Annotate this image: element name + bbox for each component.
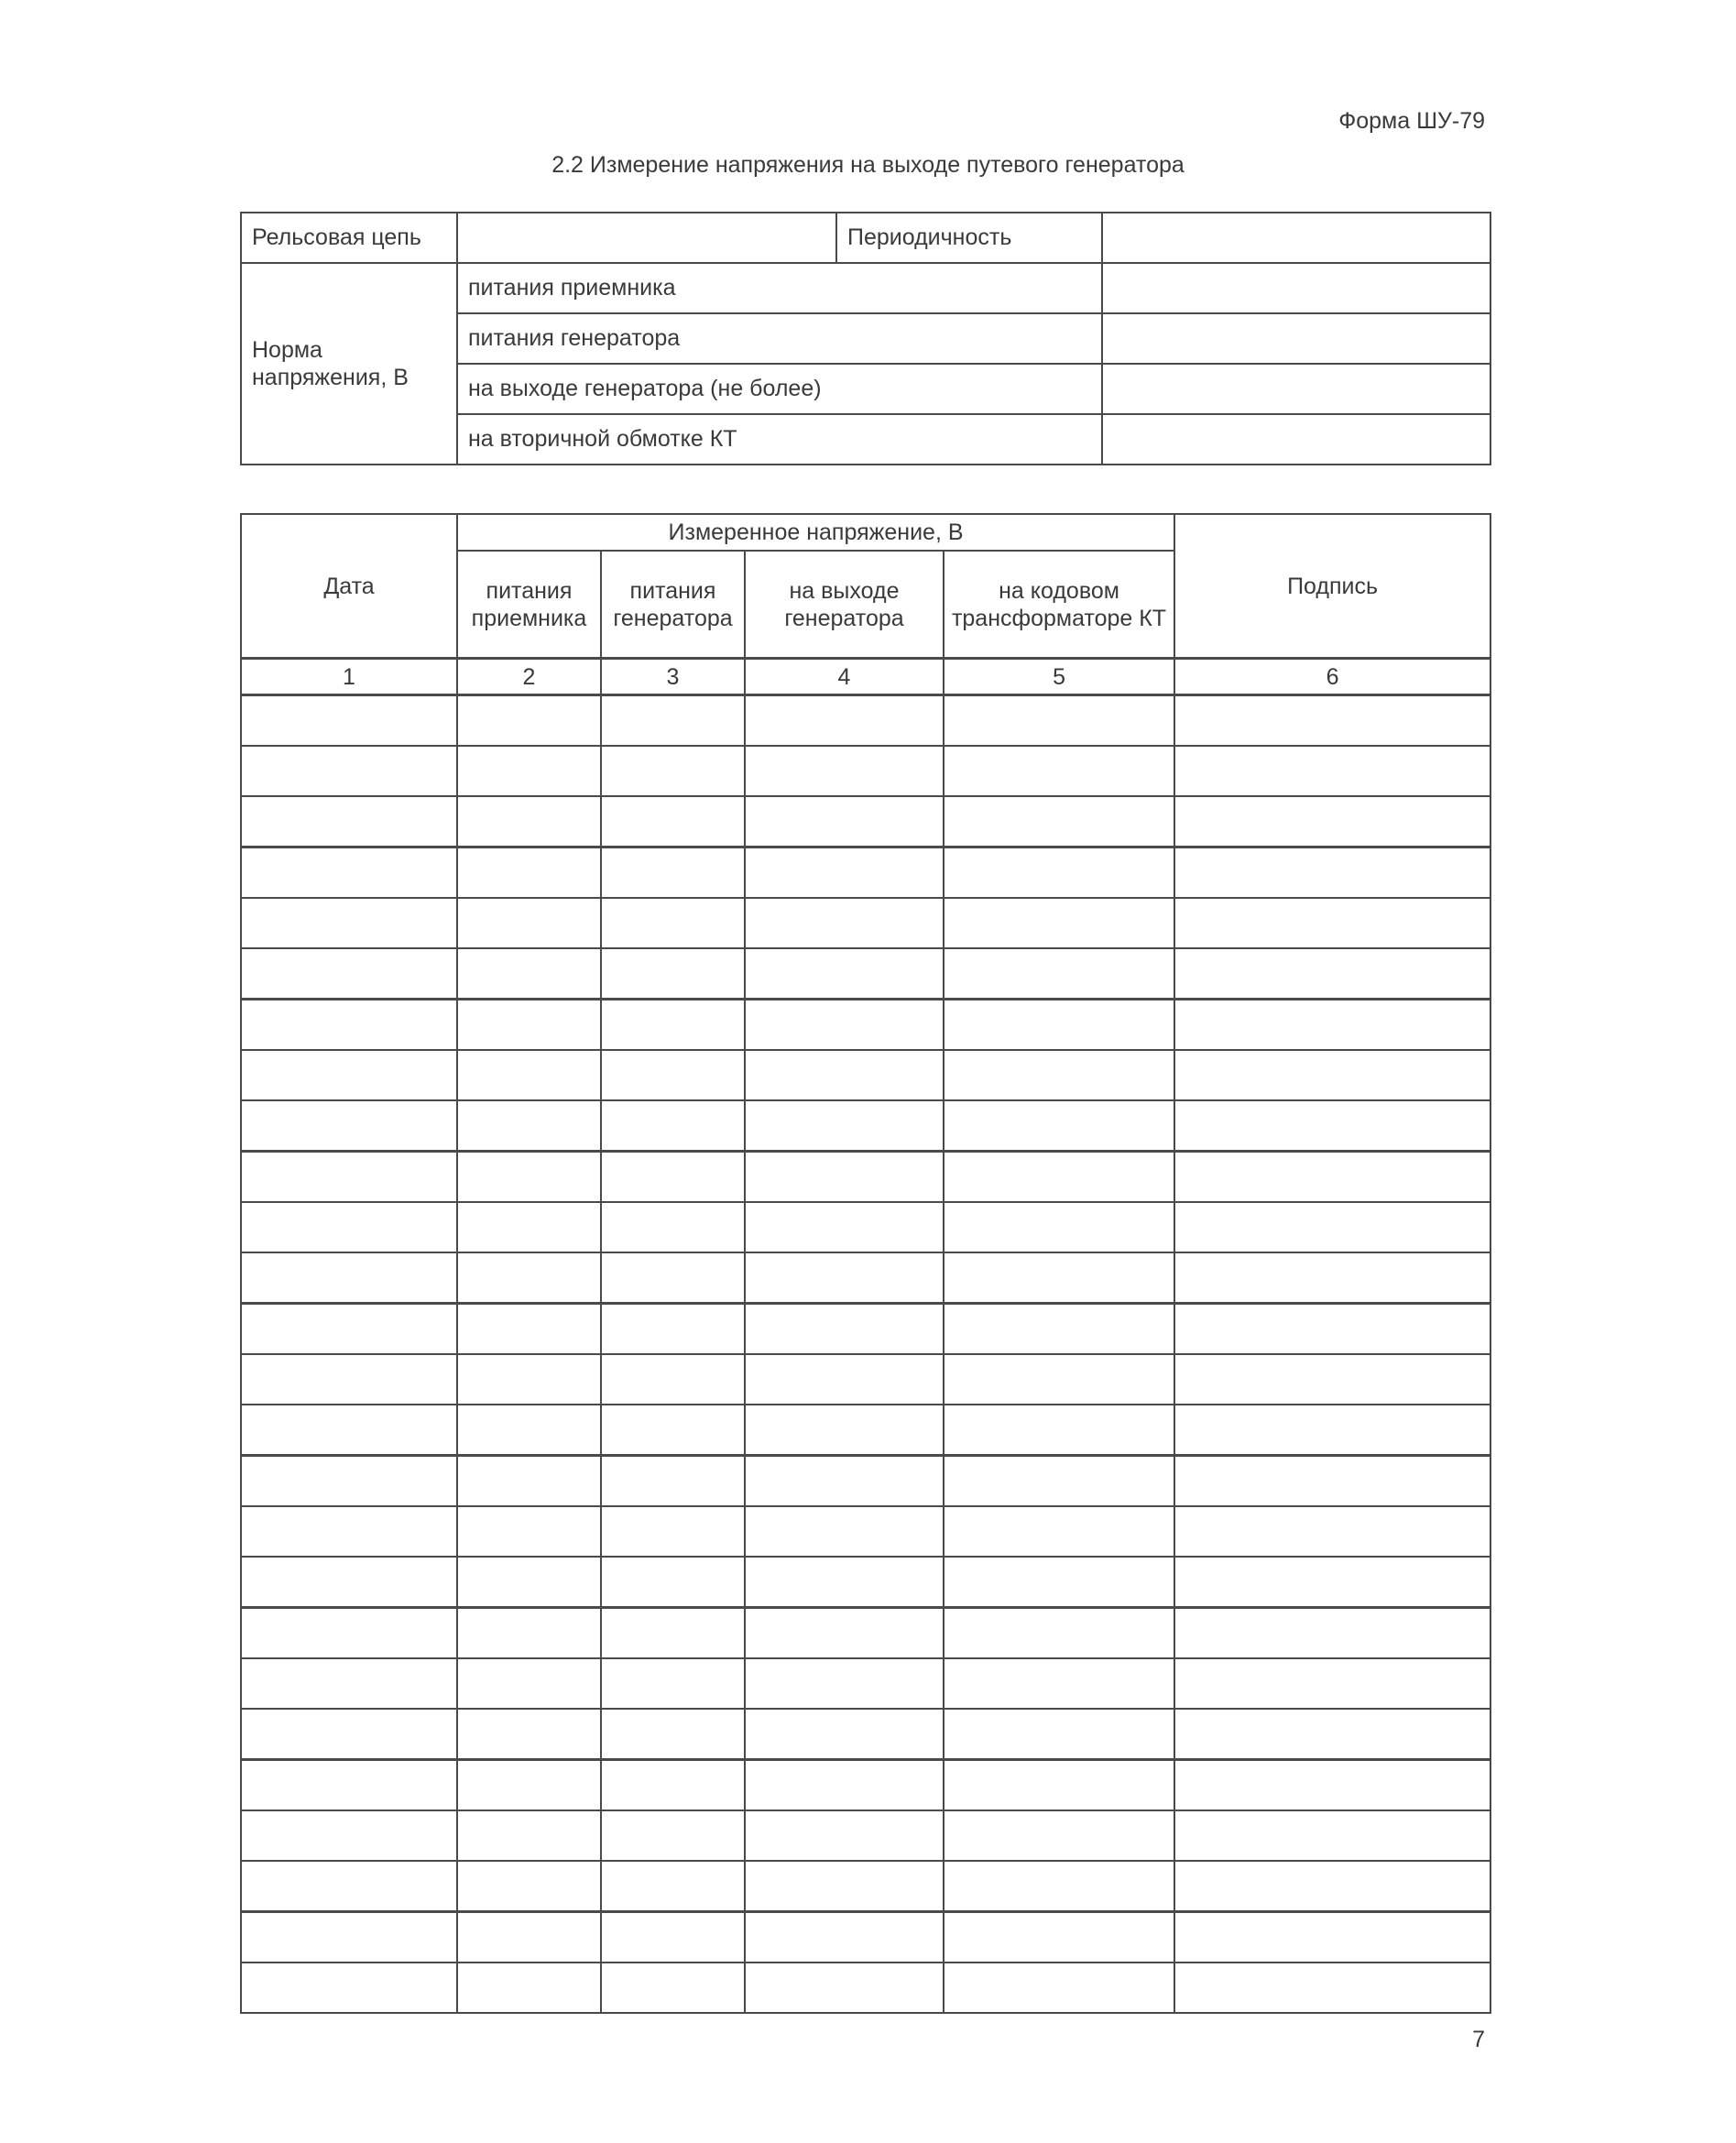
table-cell[interactable] [457, 1608, 601, 1659]
page-number: 7 [1472, 2027, 1485, 2052]
table-cell[interactable] [745, 1963, 944, 2013]
table-row [241, 746, 1490, 796]
table-cell[interactable] [457, 847, 601, 899]
table-row [241, 1760, 1490, 1811]
table-cell[interactable] [1174, 1557, 1490, 1608]
table-row [241, 1152, 1490, 1203]
table-row [241, 796, 1490, 847]
table-cell[interactable] [745, 1202, 944, 1252]
table-cell[interactable] [601, 695, 745, 747]
table-row [241, 948, 1490, 1000]
table-row [241, 1861, 1490, 1912]
col-number: 1 [241, 659, 457, 695]
table-cell[interactable] [457, 1912, 601, 1963]
col-number: 4 [745, 659, 944, 695]
table-cell[interactable] [241, 1252, 457, 1304]
table-row [241, 1354, 1490, 1405]
table-cell[interactable] [745, 746, 944, 796]
table-row [241, 1202, 1490, 1252]
table-cell[interactable] [1174, 1202, 1490, 1252]
table-cell[interactable] [241, 1456, 457, 1507]
norm-generator-field[interactable] [1102, 313, 1490, 364]
log-table [240, 513, 1491, 2014]
table-cell[interactable] [457, 1760, 601, 1811]
table-row [241, 1405, 1490, 1456]
col-transformer: на кодовом трансформаторе КТ [944, 551, 1174, 659]
table-cell[interactable] [944, 1202, 1174, 1252]
table-row [241, 847, 1490, 899]
table-cell[interactable] [457, 1304, 601, 1355]
norm-output-label: на выходе генератора (не более) [457, 364, 1102, 414]
table-cell[interactable] [745, 847, 944, 899]
table-cell[interactable] [241, 1000, 457, 1051]
table-cell[interactable] [1174, 1760, 1490, 1811]
norm-secondary-field[interactable] [1102, 414, 1490, 465]
table-cell[interactable] [601, 746, 745, 796]
table-cell[interactable] [457, 1050, 601, 1100]
table-cell[interactable] [601, 796, 745, 847]
table-cell[interactable] [601, 1252, 745, 1304]
table-cell[interactable] [457, 1202, 601, 1252]
table-cell[interactable] [601, 1506, 745, 1557]
table-cell[interactable] [457, 1658, 601, 1709]
table-cell[interactable] [745, 1557, 944, 1608]
table-cell[interactable] [241, 1912, 457, 1963]
table-cell[interactable] [745, 1100, 944, 1152]
col-number: 5 [944, 659, 1174, 695]
page-title: 2.2 Измерение напряжения на выходе путевого генератора [551, 152, 1185, 178]
table-cell[interactable] [944, 948, 1174, 1000]
table-cell[interactable] [241, 1658, 457, 1709]
col-output: на выходе генератора [745, 551, 944, 659]
table-cell[interactable] [944, 847, 1174, 899]
table-cell[interactable] [241, 1050, 457, 1100]
table-cell[interactable] [601, 1912, 745, 1963]
table-cell[interactable] [944, 1252, 1174, 1304]
table-row [241, 898, 1490, 948]
table-cell[interactable] [745, 695, 944, 747]
table-row [241, 1963, 1490, 2013]
table-cell[interactable] [745, 1810, 944, 1861]
table-cell[interactable] [241, 1506, 457, 1557]
log-body [241, 695, 1490, 2014]
table-cell[interactable] [241, 948, 457, 1000]
table-cell[interactable] [1174, 796, 1490, 847]
table-cell[interactable] [745, 1861, 944, 1912]
table-row [241, 1912, 1490, 1963]
table-cell[interactable] [944, 1658, 1174, 1709]
table-cell[interactable] [1174, 1810, 1490, 1861]
table-cell[interactable] [241, 847, 457, 899]
table-cell[interactable] [944, 746, 1174, 796]
table-cell[interactable] [601, 1608, 745, 1659]
table-row [241, 1608, 1490, 1659]
table-cell[interactable] [1174, 1100, 1490, 1152]
table-cell[interactable] [601, 1963, 745, 2013]
table-cell[interactable] [457, 695, 601, 747]
table-cell[interactable] [241, 1608, 457, 1659]
table-cell[interactable] [1174, 1252, 1490, 1304]
table-cell[interactable] [944, 1861, 1174, 1912]
table-cell[interactable] [241, 1557, 457, 1608]
table-cell[interactable] [241, 1709, 457, 1760]
table-cell[interactable] [944, 695, 1174, 747]
table-cell[interactable] [944, 1557, 1174, 1608]
table-cell[interactable] [601, 948, 745, 1000]
table-cell[interactable] [1174, 1152, 1490, 1203]
table-cell[interactable] [1174, 1912, 1490, 1963]
table-cell[interactable] [457, 898, 601, 948]
table-cell[interactable] [745, 1050, 944, 1100]
table-cell[interactable] [745, 1608, 944, 1659]
table-cell[interactable] [457, 1861, 601, 1912]
table-cell[interactable] [1174, 898, 1490, 948]
table-cell[interactable] [457, 1709, 601, 1760]
table-cell[interactable] [745, 796, 944, 847]
table-cell[interactable] [745, 1152, 944, 1203]
periodicity-label: Периодичность [836, 213, 1102, 263]
table-cell[interactable] [745, 1760, 944, 1811]
table-cell[interactable] [944, 1810, 1174, 1861]
col-group-measured: Измеренное напряжение, В [457, 514, 1174, 551]
table-cell[interactable] [745, 1456, 944, 1507]
table-cell[interactable] [601, 898, 745, 948]
table-cell[interactable] [457, 746, 601, 796]
col-number: 3 [601, 659, 745, 695]
table-cell[interactable] [457, 1405, 601, 1456]
table-cell[interactable] [601, 1760, 745, 1811]
table-cell[interactable] [457, 1506, 601, 1557]
table-row [241, 1658, 1490, 1709]
form-code: Форма ШУ-79 [1338, 108, 1485, 134]
table-cell[interactable] [944, 796, 1174, 847]
table-cell[interactable] [601, 1304, 745, 1355]
table-cell[interactable] [457, 1252, 601, 1304]
table-cell[interactable] [944, 1354, 1174, 1405]
table-cell[interactable] [601, 1100, 745, 1152]
table-cell[interactable] [601, 1810, 745, 1861]
col-number: 2 [457, 659, 601, 695]
table-cell[interactable] [601, 1354, 745, 1405]
col-signature: Подпись [1174, 514, 1490, 659]
table-cell[interactable] [601, 1000, 745, 1051]
table-cell[interactable] [944, 1152, 1174, 1203]
table-cell[interactable] [745, 1506, 944, 1557]
table-cell[interactable] [241, 1760, 457, 1811]
table-cell[interactable] [457, 1152, 601, 1203]
table-cell[interactable] [241, 1405, 457, 1456]
table-cell[interactable] [745, 1658, 944, 1709]
table-cell[interactable] [1174, 1506, 1490, 1557]
table-cell[interactable] [944, 1912, 1174, 1963]
col-number: 6 [1174, 659, 1490, 695]
table-cell[interactable] [944, 1050, 1174, 1100]
table-cell[interactable] [944, 898, 1174, 948]
table-cell[interactable] [457, 1963, 601, 2013]
col-receiver: питания приемника [457, 551, 601, 659]
table-cell[interactable] [1174, 1304, 1490, 1355]
table-cell[interactable] [944, 1456, 1174, 1507]
table-cell[interactable] [1174, 695, 1490, 747]
table-cell[interactable] [601, 1456, 745, 1507]
table-row [241, 1557, 1490, 1608]
table-cell[interactable] [944, 1405, 1174, 1456]
table-cell[interactable] [1174, 948, 1490, 1000]
table-row [241, 1304, 1490, 1355]
table-cell[interactable] [601, 1050, 745, 1100]
table-cell[interactable] [944, 1000, 1174, 1051]
table-cell[interactable] [241, 1354, 457, 1405]
table-cell[interactable] [745, 1000, 944, 1051]
table-cell[interactable] [601, 1658, 745, 1709]
table-cell[interactable] [944, 1709, 1174, 1760]
table-cell[interactable] [1174, 1608, 1490, 1659]
table-cell[interactable] [457, 1000, 601, 1051]
col-number-row [241, 659, 1490, 695]
table-cell[interactable] [601, 1405, 745, 1456]
table-cell[interactable] [1174, 1861, 1490, 1912]
table-cell[interactable] [241, 1861, 457, 1912]
table-cell[interactable] [1174, 1709, 1490, 1760]
periodicity-field[interactable] [1102, 213, 1490, 263]
table-cell[interactable] [745, 1304, 944, 1355]
norm-row [241, 263, 1490, 313]
table-cell[interactable] [944, 1100, 1174, 1152]
table-cell[interactable] [457, 1100, 601, 1152]
table-cell[interactable] [601, 1557, 745, 1608]
table-row [241, 1709, 1490, 1760]
table-cell[interactable] [241, 796, 457, 847]
table-cell[interactable] [241, 1810, 457, 1861]
table-cell[interactable] [745, 1709, 944, 1760]
table-cell[interactable] [241, 695, 457, 747]
table-cell[interactable] [457, 796, 601, 847]
norm-label: Норма напряжения, В [241, 263, 457, 465]
table-cell[interactable] [944, 1963, 1174, 2013]
table-cell[interactable] [457, 948, 601, 1000]
table-cell[interactable] [1174, 1963, 1490, 2013]
info-table [240, 212, 1491, 465]
table-row [241, 1050, 1490, 1100]
table-cell[interactable] [241, 1152, 457, 1203]
col-date: Дата [241, 514, 457, 659]
table-cell[interactable] [457, 1456, 601, 1507]
table-row [241, 1252, 1490, 1304]
table-cell[interactable] [1174, 1000, 1490, 1051]
table-cell[interactable] [241, 1100, 457, 1152]
table-cell[interactable] [1174, 1405, 1490, 1456]
norm-secondary-label: на вторичной обмотке КТ [457, 414, 1102, 465]
table-cell[interactable] [241, 1202, 457, 1252]
table-cell[interactable] [601, 1861, 745, 1912]
table-cell[interactable] [457, 1557, 601, 1608]
log-header-row [241, 514, 1490, 551]
table-cell[interactable] [944, 1506, 1174, 1557]
table-cell[interactable] [745, 1354, 944, 1405]
table-cell[interactable] [241, 1963, 457, 2013]
table-cell[interactable] [601, 1709, 745, 1760]
table-cell[interactable] [241, 1304, 457, 1355]
table-cell[interactable] [1174, 1050, 1490, 1100]
table-row [241, 1456, 1490, 1507]
table-cell[interactable] [601, 847, 745, 899]
table-cell[interactable] [745, 1912, 944, 1963]
table-cell[interactable] [457, 1810, 601, 1861]
norm-receiver-label: питания приемника [457, 263, 1102, 313]
col-generator: питания генератора [601, 551, 745, 659]
rail-circuit-field[interactable] [457, 213, 836, 263]
table-cell[interactable] [241, 898, 457, 948]
table-cell[interactable] [1174, 746, 1490, 796]
table-row [241, 1100, 1490, 1152]
table-cell[interactable] [745, 948, 944, 1000]
table-cell[interactable] [745, 898, 944, 948]
table-cell[interactable] [944, 1304, 1174, 1355]
table-cell[interactable] [944, 1760, 1174, 1811]
table-row [241, 1506, 1490, 1557]
table-cell[interactable] [1174, 847, 1490, 899]
table-cell[interactable] [1174, 1456, 1490, 1507]
norm-output-field[interactable] [1102, 364, 1490, 414]
table-row [241, 1810, 1490, 1861]
table-cell[interactable] [601, 1202, 745, 1252]
table-cell[interactable] [1174, 1354, 1490, 1405]
norm-receiver-field[interactable] [1102, 263, 1490, 313]
table-cell[interactable] [601, 1152, 745, 1203]
rail-circuit-row [241, 213, 1490, 263]
rail-circuit-label: Рельсовая цепь [241, 213, 457, 263]
table-cell[interactable] [745, 1405, 944, 1456]
table-cell[interactable] [745, 1252, 944, 1304]
table-row [241, 695, 1490, 747]
table-cell[interactable] [457, 1354, 601, 1405]
norm-generator-label: питания генератора [457, 313, 1102, 364]
table-cell[interactable] [241, 746, 457, 796]
table-cell[interactable] [1174, 1658, 1490, 1709]
table-cell[interactable] [944, 1608, 1174, 1659]
table-row [241, 1000, 1490, 1051]
